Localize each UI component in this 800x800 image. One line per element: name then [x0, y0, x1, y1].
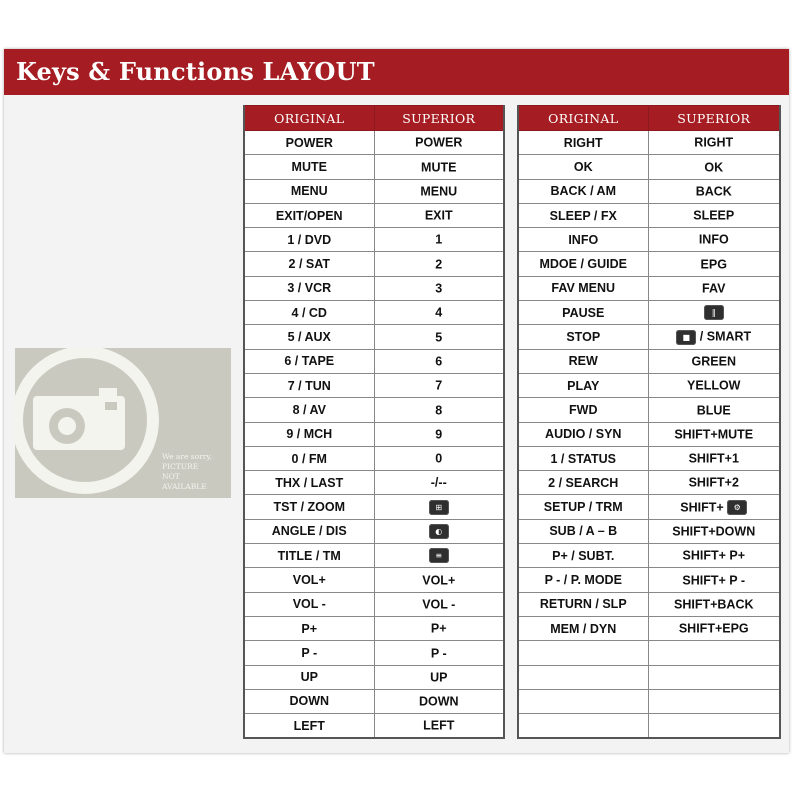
superior-key-label: 9 [435, 427, 443, 442]
table-row [518, 349, 780, 373]
title-icon [429, 548, 449, 563]
superior-key-label: 8 [435, 403, 443, 418]
superior-key-cell [374, 179, 504, 203]
superior-key-label: BACK [695, 184, 732, 199]
superior-key-label: FAV [702, 281, 726, 296]
superior-key-label: VOL - [422, 597, 456, 612]
superior-key-cell [648, 665, 780, 689]
superior-key-label: SHIFT+DOWN [672, 524, 756, 539]
left-table-body [244, 131, 504, 739]
superior-key-label: DOWN [418, 694, 459, 709]
superior-key-label: INFO [698, 233, 729, 248]
table-row [518, 641, 780, 665]
superior-key-label: 4 [435, 306, 443, 321]
table-row [518, 325, 780, 349]
original-column-header: ORIGINAL [244, 106, 374, 131]
superior-key-cell [648, 495, 780, 519]
superior-key-cell [374, 495, 504, 519]
original-key-cell: REW [518, 349, 648, 373]
pause-icon [704, 305, 724, 320]
table-row [244, 665, 504, 689]
original-key-cell: 8 / AV [244, 398, 374, 422]
original-key-cell: P - [244, 641, 374, 665]
superior-key-cell [374, 568, 504, 592]
original-key-cell: STOP [518, 325, 648, 349]
original-key-cell: MENU [244, 179, 374, 203]
superior-key-label: EPG [700, 257, 727, 272]
superior-key-label: SHIFT+ [680, 500, 728, 515]
superior-key-cell [648, 641, 780, 665]
table-row [518, 495, 780, 519]
superior-key-cell [648, 689, 780, 713]
superior-key-cell [648, 276, 780, 300]
superior-key-cell [648, 616, 780, 640]
table-row [518, 568, 780, 592]
table-row [518, 179, 780, 203]
original-key-cell: 1 / DVD [244, 228, 374, 252]
superior-key-label: POWER [415, 136, 463, 150]
superior-key-label: 1 [435, 233, 443, 248]
table-row [244, 325, 504, 349]
table-row [244, 179, 504, 203]
original-key-cell: 2 / SEARCH [518, 471, 648, 495]
table-row [518, 544, 780, 568]
superior-key-cell [648, 325, 780, 349]
table-row [244, 592, 504, 616]
setup-icon [727, 500, 747, 515]
superior-key-label: MUTE [421, 160, 457, 175]
superior-key-label: 5 [435, 330, 443, 345]
superior-key-cell [374, 228, 504, 252]
right-table-body [518, 131, 780, 739]
superior-key-cell [374, 131, 504, 155]
original-key-cell: 9 / MCH [244, 422, 374, 446]
table-row [518, 373, 780, 397]
original-key-cell: 6 / TAPE [244, 349, 374, 373]
superior-key-cell [374, 155, 504, 179]
right-key-table [517, 105, 781, 739]
superior-key-label: GREEN [691, 354, 736, 369]
original-key-cell: RETURN / SLP [518, 592, 648, 616]
superior-key-label: SHIFT+2 [688, 476, 739, 491]
superior-key-cell [648, 131, 780, 155]
table-row [518, 592, 780, 616]
original-key-cell: SUB / A – B [518, 519, 648, 543]
superior-key-cell [648, 155, 780, 179]
picture-not-available-placeholder [15, 348, 231, 498]
superior-key-cell [648, 373, 780, 397]
original-key-cell: AUDIO / SYN [518, 422, 648, 446]
superior-key-cell [648, 446, 780, 470]
superior-key-cell [374, 422, 504, 446]
superior-key-cell [648, 301, 780, 325]
table-row [244, 155, 504, 179]
table-row [518, 228, 780, 252]
table-row [518, 155, 780, 179]
superior-key-cell [374, 398, 504, 422]
original-key-cell: LEFT [244, 714, 374, 739]
superior-key-label: SHIFT+1 [688, 451, 739, 466]
superior-key-cell [648, 179, 780, 203]
superior-key-cell [374, 349, 504, 373]
superior-key-cell [374, 301, 504, 325]
original-key-cell: THX / LAST [244, 471, 374, 495]
superior-key-cell [374, 519, 504, 543]
table-header-row [244, 106, 504, 131]
table-row [518, 301, 780, 325]
superior-key-label: 6 [435, 354, 443, 369]
original-key-cell: FWD [518, 398, 648, 422]
table-row [244, 616, 504, 640]
superior-key-label: P - [430, 646, 447, 661]
table-row [244, 276, 504, 300]
table-row [244, 446, 504, 470]
superior-key-cell [374, 471, 504, 495]
original-key-cell: DOWN [244, 689, 374, 713]
superior-key-cell [648, 471, 780, 495]
original-key-cell: TST / ZOOM [244, 495, 374, 519]
table-row [244, 228, 504, 252]
superior-key-cell [374, 252, 504, 276]
picture-not-available-text: We are sorry, PICTURE NOT AVAILABLE [162, 452, 212, 491]
superior-key-label: 7 [435, 378, 443, 393]
original-key-cell: EXIT/OPEN [244, 203, 374, 227]
superior-key-label: VOL+ [422, 573, 456, 588]
table-row [518, 616, 780, 640]
superior-key-cell [374, 276, 504, 300]
original-key-cell: MUTE [244, 155, 374, 179]
superior-key-label: SLEEP [693, 208, 735, 223]
superior-key-label: UP [430, 670, 448, 685]
superior-key-label: SHIFT+ P+ [682, 549, 746, 564]
table-row [244, 131, 504, 155]
superior-key-cell [374, 714, 504, 739]
original-key-cell: INFO [518, 228, 648, 252]
table-row [244, 495, 504, 519]
angle-icon [429, 524, 449, 539]
table-row [518, 276, 780, 300]
table-row [244, 301, 504, 325]
original-key-cell: 0 / FM [244, 446, 374, 470]
table-header-row [518, 106, 780, 131]
original-key-cell: PAUSE [518, 301, 648, 325]
original-key-cell: BACK / AM [518, 179, 648, 203]
superior-key-cell [648, 349, 780, 373]
superior-key-cell [648, 592, 780, 616]
table-row [244, 568, 504, 592]
page-title: Keys & Functions LAYOUT [4, 49, 789, 95]
table-row [244, 373, 504, 397]
superior-key-cell [374, 203, 504, 227]
superior-key-label: YELLOW [687, 378, 741, 393]
superior-key-label: SHIFT+MUTE [674, 427, 754, 442]
superior-key-cell [648, 714, 780, 739]
original-key-cell: VOL - [244, 592, 374, 616]
table-row [244, 203, 504, 227]
superior-key-label: / SMART [696, 330, 752, 345]
superior-key-cell [648, 568, 780, 592]
original-key-cell: SLEEP / FX [518, 203, 648, 227]
superior-key-label: EXIT [424, 208, 453, 223]
table-row [244, 349, 504, 373]
superior-key-cell [648, 422, 780, 446]
original-key-cell: P - / P. MODE [518, 568, 648, 592]
table-row [244, 519, 504, 543]
stop-icon [676, 330, 696, 345]
table-row [518, 471, 780, 495]
original-key-cell: 2 / SAT [244, 252, 374, 276]
superior-key-label: SHIFT+EPG [678, 621, 749, 636]
table-row [518, 398, 780, 422]
table-row [518, 422, 780, 446]
table-row [244, 544, 504, 568]
table-row [518, 689, 780, 713]
superior-key-cell [648, 228, 780, 252]
left-key-table [243, 105, 505, 739]
original-key-cell: 7 / TUN [244, 373, 374, 397]
superior-key-cell [648, 252, 780, 276]
original-key-cell: 3 / VCR [244, 276, 374, 300]
table-row [244, 471, 504, 495]
original-key-cell: ANGLE / DIS [244, 519, 374, 543]
superior-key-cell [374, 689, 504, 713]
original-key-cell [518, 714, 648, 739]
table-row [244, 398, 504, 422]
superior-key-cell [648, 203, 780, 227]
original-key-cell: RIGHT [518, 131, 648, 155]
table-row [518, 203, 780, 227]
table-row [244, 714, 504, 739]
superior-key-cell [648, 398, 780, 422]
superior-key-cell [648, 544, 780, 568]
table-row [518, 131, 780, 155]
table-row [518, 665, 780, 689]
original-key-cell: PLAY [518, 373, 648, 397]
superior-key-label: OK [704, 160, 724, 175]
original-key-cell: 5 / AUX [244, 325, 374, 349]
superior-key-cell [374, 665, 504, 689]
superior-key-label: 3 [435, 281, 443, 296]
superior-key-cell [374, 373, 504, 397]
superior-key-cell [648, 519, 780, 543]
superior-key-label: BLUE [696, 403, 731, 418]
table-row [518, 714, 780, 739]
table-row [518, 519, 780, 543]
superior-key-cell [374, 325, 504, 349]
superior-column-header: SUPERIOR [648, 106, 780, 131]
superior-key-label: RIGHT [694, 136, 734, 150]
superior-key-cell [374, 641, 504, 665]
superior-key-cell [374, 544, 504, 568]
superior-key-label: -/-- [430, 476, 447, 491]
superior-key-label: MENU [420, 184, 458, 199]
superior-key-label: 0 [435, 451, 443, 466]
original-key-cell: TITLE / TM [244, 544, 374, 568]
superior-key-label: 2 [435, 257, 443, 272]
original-key-cell: OK [518, 155, 648, 179]
original-key-cell: 1 / STATUS [518, 446, 648, 470]
original-key-cell: MDOE / GUIDE [518, 252, 648, 276]
table-row [244, 252, 504, 276]
original-key-cell: P+ / SUBT. [518, 544, 648, 568]
original-key-cell: SETUP / TRM [518, 495, 648, 519]
table-row [244, 422, 504, 446]
table-row [518, 252, 780, 276]
original-key-cell: 4 / CD [244, 301, 374, 325]
superior-key-cell [374, 446, 504, 470]
table-row [244, 689, 504, 713]
superior-key-label: SHIFT+BACK [673, 597, 754, 612]
superior-key-label: SHIFT+ P - [682, 573, 746, 588]
original-key-cell: POWER [244, 131, 374, 155]
original-key-cell [518, 689, 648, 713]
superior-column-header: SUPERIOR [374, 106, 504, 131]
table-row [244, 641, 504, 665]
original-key-cell: FAV MENU [518, 276, 648, 300]
superior-key-label: P+ [430, 621, 447, 636]
original-key-cell: UP [244, 665, 374, 689]
table-row [518, 446, 780, 470]
original-key-cell [518, 641, 648, 665]
original-key-cell: MEM / DYN [518, 616, 648, 640]
superior-key-cell [374, 616, 504, 640]
original-key-cell [518, 665, 648, 689]
superior-key-cell [374, 592, 504, 616]
zoom-icon [429, 500, 449, 515]
original-key-cell: VOL+ [244, 568, 374, 592]
original-key-cell: P+ [244, 616, 374, 640]
superior-key-label: LEFT [423, 719, 455, 734]
original-column-header: ORIGINAL [518, 106, 648, 131]
